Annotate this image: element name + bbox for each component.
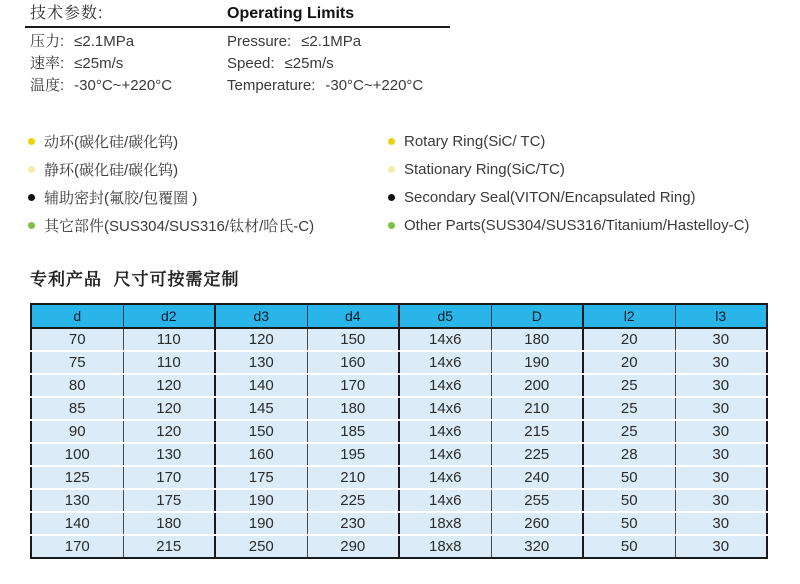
table-row: [31, 466, 767, 489]
material-name-en: Rotary Ring(SiC/ TC): [404, 132, 546, 150]
table-row: [31, 535, 767, 558]
table-cell: 18x8: [399, 535, 491, 558]
table-cell: 175: [215, 466, 307, 489]
materials-list: [28, 127, 800, 239]
table-cell: 240: [491, 466, 583, 489]
table-cell: 260: [491, 512, 583, 535]
table-row: [31, 351, 767, 374]
limits-title-en: Operating Limits: [227, 5, 355, 22]
material-name-zh: 动环(碳化硅/碳化钨): [44, 133, 179, 151]
table-cell: 185: [307, 420, 399, 443]
table-cell: 175: [123, 489, 215, 512]
operating-limits-section: [0, 4, 800, 97]
table-cell: 120: [123, 374, 215, 397]
table-cell: 20: [583, 328, 675, 351]
table-cell: 30: [675, 351, 767, 374]
table-cell: 170: [307, 374, 399, 397]
bullet-icon: [388, 222, 395, 229]
material-row: [28, 211, 800, 239]
table-row: [31, 328, 767, 351]
material-name-zh: 辅助密封(氟胶/包覆圈 ): [44, 189, 198, 207]
table-cell: 120: [123, 420, 215, 443]
table-cell: 30: [675, 420, 767, 443]
material-name-en: Secondary Seal(VITON/Encapsulated Ring): [404, 188, 696, 206]
limits-row-speed: [30, 53, 800, 75]
table-cell: 25: [583, 420, 675, 443]
table-cell: 125: [31, 466, 123, 489]
table-cell: 180: [307, 397, 399, 420]
table-cell: 70: [31, 328, 123, 351]
table-cell: 140: [31, 512, 123, 535]
speed-label-zh: 速率:: [30, 55, 65, 72]
table-cell: 170: [123, 466, 215, 489]
material-name-zh: 静环(碳化硅/碳化钨): [44, 161, 179, 179]
bullet-icon: [388, 138, 395, 145]
table-cell: 230: [307, 512, 399, 535]
table-cell: 25: [583, 374, 675, 397]
speed-value-en: ≤25m/s: [284, 55, 334, 72]
table-cell: 30: [675, 397, 767, 420]
table-cell: 120: [215, 328, 307, 351]
table-cell: 190: [215, 512, 307, 535]
table-cell: 215: [491, 420, 583, 443]
table-cell: 130: [215, 351, 307, 374]
table-cell: 320: [491, 535, 583, 558]
table-cell: 190: [491, 351, 583, 374]
table-cell: 195: [307, 443, 399, 466]
table-cell: 145: [215, 397, 307, 420]
dimensions-table: [30, 303, 768, 559]
bullet-icon: [28, 138, 35, 145]
table-cell: 225: [307, 489, 399, 512]
table-body: [31, 328, 767, 558]
speed-value-zh: ≤25m/s: [74, 55, 124, 72]
table-cell: 250: [215, 535, 307, 558]
pressure-value-en: ≤2.1MPa: [301, 33, 362, 50]
limits-header: [30, 4, 800, 24]
table-row: [31, 397, 767, 420]
table-cell: 30: [675, 374, 767, 397]
table-cell: 150: [215, 420, 307, 443]
material-name-en: Other Parts(SUS304/SUS316/Titanium/Hastelloy-C): [404, 216, 750, 234]
table-cell: 210: [491, 397, 583, 420]
table-cell: 14x6: [399, 489, 491, 512]
material-row: [28, 155, 800, 183]
table-cell: 18x8: [399, 512, 491, 535]
table-cell: 160: [215, 443, 307, 466]
table-cell: 200: [491, 374, 583, 397]
table-cell: 190: [215, 489, 307, 512]
table-cell: 25: [583, 397, 675, 420]
table-cell: 14x6: [399, 351, 491, 374]
temperature-label-en: Temperature:: [227, 77, 316, 94]
table-cell: 160: [307, 351, 399, 374]
table-cell: 14x6: [399, 420, 491, 443]
table-cell: 210: [307, 466, 399, 489]
table-cell: 50: [583, 466, 675, 489]
temperature-value-en: -30°C~+220°C: [325, 77, 424, 94]
material-row: [28, 127, 800, 155]
table-cell: 30: [675, 466, 767, 489]
table-cell: 14x6: [399, 397, 491, 420]
table-cell: 290: [307, 535, 399, 558]
temperature-value-zh: -30°C~+220°C: [74, 77, 173, 94]
table-cell: 30: [675, 489, 767, 512]
table-cell: 85: [31, 397, 123, 420]
table-cell: 28: [583, 443, 675, 466]
limits-row-temperature: [30, 75, 800, 97]
table-cell: 90: [31, 420, 123, 443]
bullet-icon: [388, 166, 395, 173]
column-header: D: [491, 304, 583, 328]
table-cell: 180: [123, 512, 215, 535]
table-cell: 14x6: [399, 443, 491, 466]
speed-label-en: Speed:: [227, 55, 275, 72]
table-cell: 30: [675, 328, 767, 351]
table-cell: 14x6: [399, 328, 491, 351]
table-cell: 110: [123, 351, 215, 374]
table-cell: 30: [675, 535, 767, 558]
table-row: [31, 512, 767, 535]
table-cell: 75: [31, 351, 123, 374]
limits-title-zh: 技术参数:: [30, 5, 104, 22]
table-cell: 100: [31, 443, 123, 466]
table-cell: 30: [675, 512, 767, 535]
column-header: l2: [583, 304, 675, 328]
column-header: d4: [307, 304, 399, 328]
column-header: l3: [675, 304, 767, 328]
table-cell: 30: [675, 443, 767, 466]
table-row: [31, 443, 767, 466]
table-cell: 255: [491, 489, 583, 512]
table-cell: 120: [123, 397, 215, 420]
material-row: [28, 183, 800, 211]
column-header: d2: [123, 304, 215, 328]
pressure-value-zh: ≤2.1MPa: [74, 33, 135, 50]
material-name-zh: 其它部件(SUS304/SUS316/钛材/哈氏-C): [44, 217, 315, 235]
bullet-icon: [28, 222, 35, 229]
dimensions-title: 专利产品 尺寸可按需定制: [30, 270, 240, 289]
table-row: [31, 374, 767, 397]
column-header: d: [31, 304, 123, 328]
divider-line: [25, 26, 450, 28]
bullet-icon: [388, 194, 395, 201]
material-name-en: Stationary Ring(SiC/TC): [404, 160, 565, 178]
table-header-row: [31, 304, 767, 328]
table-cell: 140: [215, 374, 307, 397]
table-cell: 170: [31, 535, 123, 558]
table-cell: 130: [123, 443, 215, 466]
table-cell: 14x6: [399, 466, 491, 489]
table-cell: 110: [123, 328, 215, 351]
table-cell: 80: [31, 374, 123, 397]
bullet-icon: [28, 194, 35, 201]
bullet-icon: [28, 166, 35, 173]
table-row: [31, 420, 767, 443]
table-row: [31, 489, 767, 512]
column-header: d3: [215, 304, 307, 328]
table-cell: 180: [491, 328, 583, 351]
table-cell: 150: [307, 328, 399, 351]
temperature-label-zh: 温度:: [30, 77, 65, 94]
table-cell: 20: [583, 351, 675, 374]
limits-row-pressure: [30, 31, 800, 53]
pressure-label-en: Pressure:: [227, 33, 292, 50]
table-cell: 50: [583, 489, 675, 512]
table-cell: 50: [583, 535, 675, 558]
table-cell: 225: [491, 443, 583, 466]
column-header: d5: [399, 304, 491, 328]
table-cell: 50: [583, 512, 675, 535]
table-cell: 130: [31, 489, 123, 512]
table-cell: 14x6: [399, 374, 491, 397]
table-cell: 215: [123, 535, 215, 558]
materials-section: [0, 127, 800, 239]
pressure-label-zh: 压力:: [30, 33, 65, 50]
